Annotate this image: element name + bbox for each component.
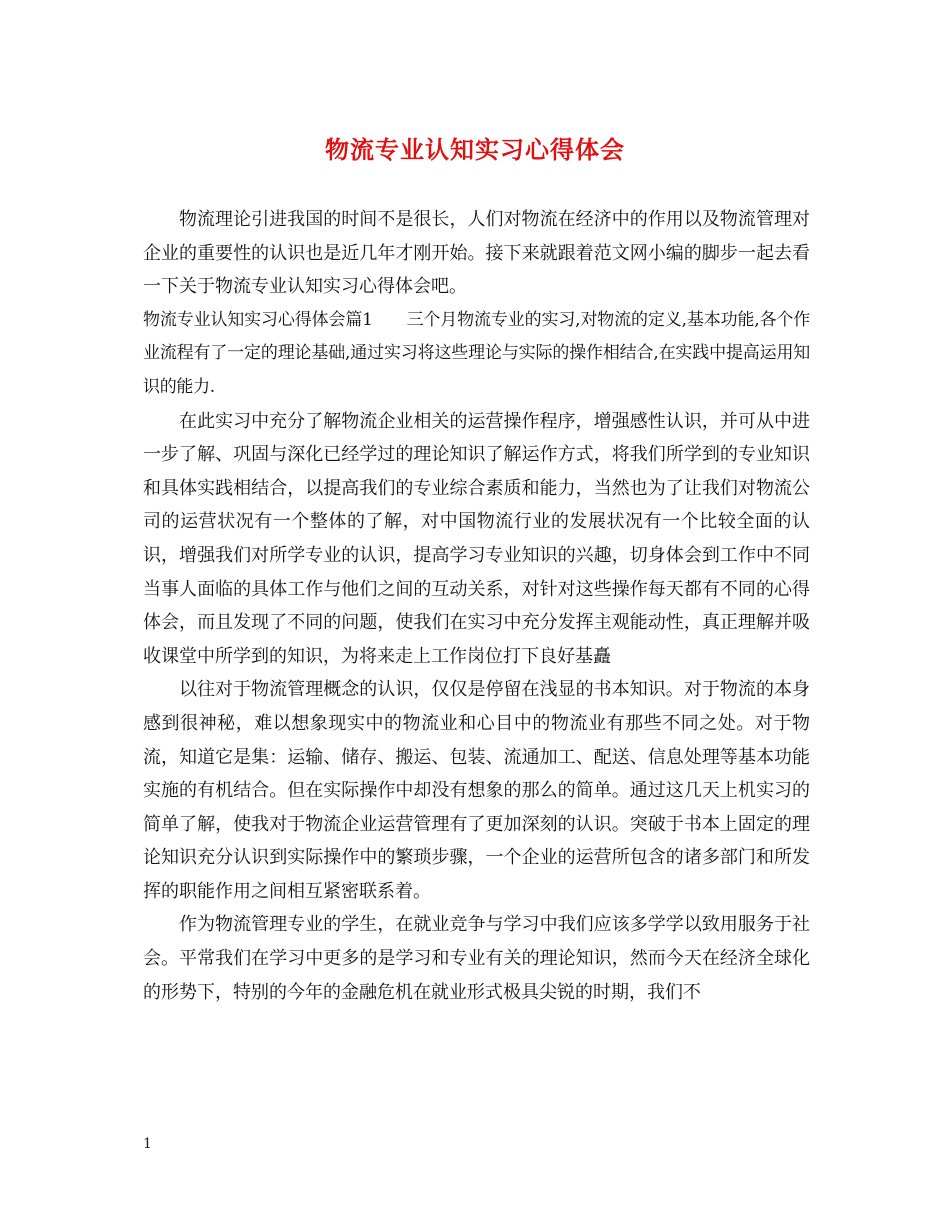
paragraph-practice-overview: 在此实习中充分了解物流企业相关的运营操作程序，增强感性认识，并可从中进一步了解、巩固与深化已经学过的理论知识了解运作方式，将我们所学到的专业知识和具体实践相结合，以提高我们的专业综合素质和能力，当然也为了让我们对物流公司的运营状况有一个整体的了解，对中国物流行业的发展状况有一个比较全面的认识，增强我们对所学专业的认识，提高学习专业知识的兴趣，切身体会到工作中不同当事人面临的具体工作与他们之间的互动关系，对针对这些操作每天都有不同的心得体会，而且发现了不同的问题，使我们在实习中充分发挥主观能动性，真正理解并吸收课堂中所学到的知识，为将来走上工作岗位打下良好基矗	[143, 410, 810, 667]
paragraph-logistics-understanding: 以往对于物流管理概念的认识，仅仅是停留在浅显的书本知识。对于物流的本身感到很神秘，难以想象现实中的物流业和心目中的物流业有那些不同之处。对于物流，知道它是集：运输、储存、搬运、包装、流通加工、配送、信息处理等基本功能实施的有机结合。但在实际操作中却没有想象的那么的简单。通过这几天上机实习的简单了解，使我对于物流企业运营管理有了更加深刻的认识。突破于书本上固定的理论知识充分认识到实际操作中的繁琐步骤，一个企业的运营所包含的诸多部门和所发挥的职能作用之间相互紧密联系着。	[143, 679, 810, 902]
paragraph-intro: 物流理论引进我国的时间不是很长，人们对物流在经济中的作用以及物流管理对企业的重要性的认识也是近几年才刚开始。接下来就跟着范文网小编的脚步一起去看一下关于物流专业认知实习心得体会吧。	[143, 209, 810, 298]
paragraph-article-1-opening: 物流专业认知实习心得体会篇1 三个月物流专业的实习,对物流的定义,基本功能,各个作业流程有了一定的理论基础,通过实习将这些理论与实际的操作相结合,在实践中提高运用知识的能力.	[143, 309, 810, 397]
page-number: 1	[143, 1136, 152, 1152]
paragraph-student-role: 作为物流管理专业的学生，在就业竞争与学习中我们应该多学学以致用服务于社会。平常我们在学习中更多的是学习和专业有关的理论知识，然而今天在经济全球化的形势下，特别的今年的金融危机在就业形式极具尖锐的时期，我们不	[143, 914, 810, 1003]
document-body	[143, 203, 810, 1009]
document-title: 物流专业认知实习心得体会	[325, 135, 625, 164]
